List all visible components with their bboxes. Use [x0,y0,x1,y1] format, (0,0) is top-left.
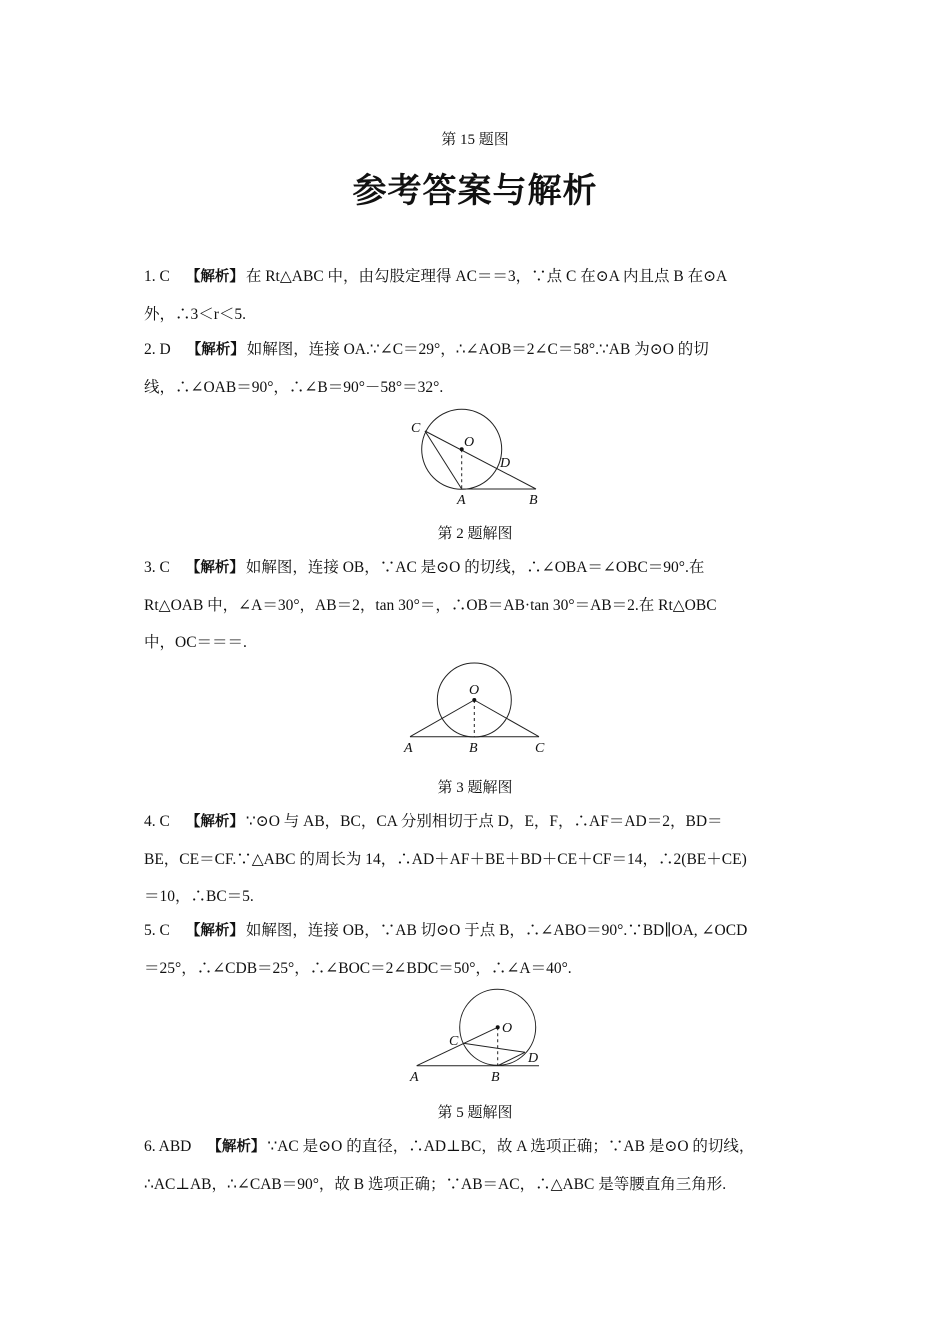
answer-3-line-2: Rt△OAB 中，∠A＝30°，AB＝2，tan 30°＝，∴OB＝AB·tan 30°＝AB＝2.在 Rt△OBC [144,597,717,614]
label-c: C [411,421,421,436]
label-b: B [469,741,478,756]
answer-number: 1. C [144,268,170,285]
label-o: O [464,435,475,450]
label-b: B [529,493,538,508]
answer-number: 2. D [144,341,171,358]
label-d: D [528,1051,539,1066]
label-b: B [491,1070,500,1085]
analysis-tag: 【解析】 [207,1139,266,1155]
label-a: A [410,1070,419,1085]
answer-2-line-1: 2. D 【解析】 如解图，连接 OA.∵∠C＝29°，∴∠AOB＝2∠C＝58°.∵AB 为⊙O 的切 [144,341,709,358]
answer-6 [144,1128,808,1203]
analysis-tag: 【解析】 [185,269,244,285]
answer-2-line-2: 线，∴∠OAB＝90°，∴∠B＝90°－58°＝32°. [144,379,444,396]
answer-3-line-3: 中，OC＝＝＝. [144,634,247,651]
answer-number: 3. C [144,559,170,576]
answer-5-line-1: 5. C 【解析】 如解图，连接 OB，∵AB 切⊙O 于点 B，∴∠ABO＝90°.∵BD∥OA, ∠OCD [144,922,748,939]
analysis-tag: 【解析】 [185,923,244,939]
label-a: A [404,741,413,756]
label-o: O [469,683,480,698]
answer-4-line-1: 4. C 【解析】 ∵⊙O 与 AB，BC，CA 分别相切于点 D，E，F，∴AF＝AD＝2，BD＝ [144,813,723,830]
label-c: C [535,741,545,756]
figure-2-caption: 第 2 题解图 [437,526,513,542]
answer-6-line-1: 6. ABD 【解析】 ∵AC 是⊙O 的直径，∴AD⊥BC，故 A 选项正确；∵AB 是⊙O 的切线， [144,1138,755,1155]
answer-4-line-3: ＝10，∴BC＝5. [144,888,254,905]
answer-3-line-1: 3. C 【解析】 如解图，连接 OB，∵AC 是⊙O 的切线，∴∠OBA＝∠OBC＝90°.在 [144,559,705,576]
answer-6-line-2: ∴AC⊥AB，∴∠CAB＝90°，故 B 选项正确；∵AB＝AC，∴△ABC 是等腰直角三角形. [144,1176,727,1193]
page-title: 参考答案与解析 [352,171,598,211]
analysis-tag: 【解析】 [185,814,244,830]
figure-3-caption: 第 3 题解图 [437,780,513,796]
answer-1-line-2: 外，∴3＜r＜5. [144,306,247,323]
analysis-tag: 【解析】 [186,342,245,358]
answer-4 [144,803,808,915]
figure-15-caption: 第 15 题图 [441,132,509,148]
label-a: A [457,493,466,508]
analysis-tag: 【解析】 [185,560,244,576]
answer-number: 4. C [144,813,170,830]
answer-number: 5. C [144,922,170,939]
answer-1-line-1: 1. C 【解析】 在 Rt△ABC 中，由勾股定理得 AC＝＝3，∵点 C 在⊙A 内且点 B 在⊙A [144,268,728,285]
label-d: D [500,456,511,471]
label-o: O [502,1021,513,1036]
answer-4-line-2: BE，CE＝CF.∵△ABC 的周长为 14，∴AD＋AF＋BE＋BD＋CE＋CF＝14，∴2(BE＋CE) [144,851,747,868]
answer-5-line-2: ＝25°，∴∠CDB＝25°，∴∠BOC＝2∠BDC＝50°，∴∠A＝40°. [144,960,572,977]
answer-5 [144,912,808,987]
label-c: C [449,1034,459,1049]
figure-5-caption: 第 5 题解图 [437,1105,513,1121]
answer-3 [144,549,808,661]
figure-5-diagram [417,989,539,1065]
answer-number: 6. ABD [144,1138,192,1155]
